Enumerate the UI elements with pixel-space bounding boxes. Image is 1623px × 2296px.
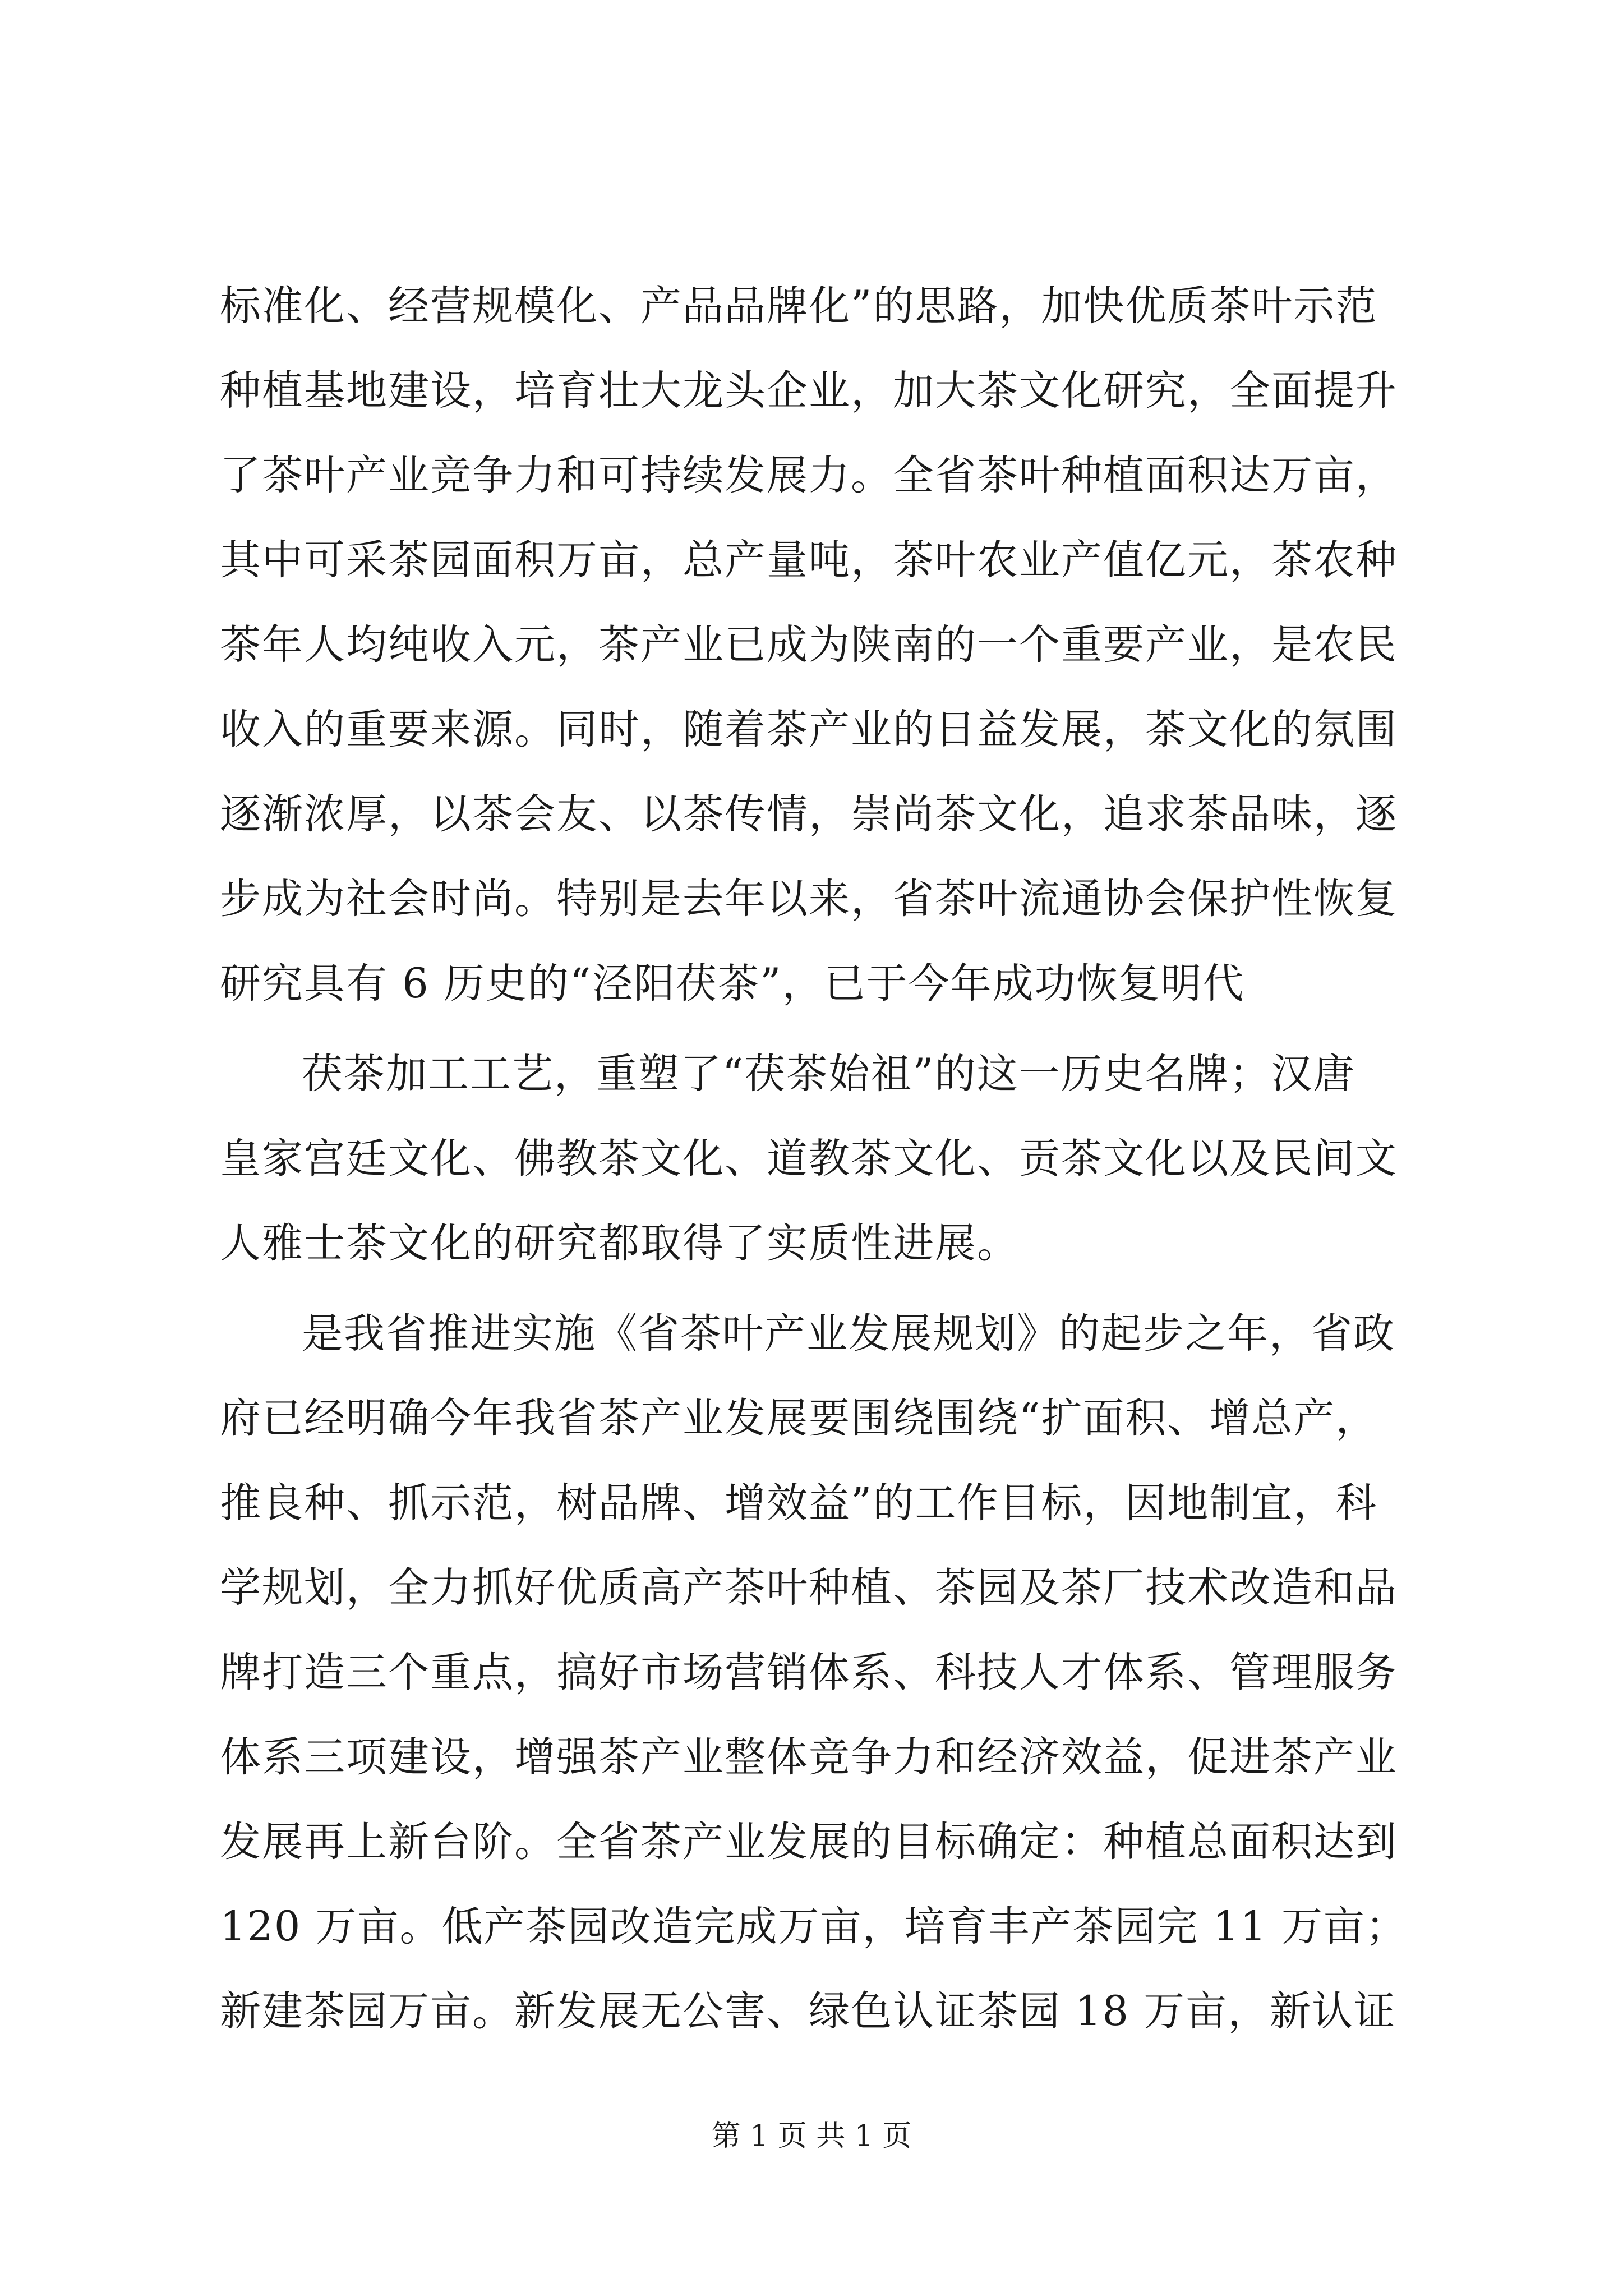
paragraph-3 [220,1291,1431,2054]
text-line: 种植基地建设，培育壮大龙头企业，加大茶文化研究，全面提升 [220,367,1398,415]
text-line: 了茶叶产业竞争力和可持续发展力。全省茶叶种植面积达万亩， [220,452,1398,499]
text-line: 其中可采茶园面积万亩，总产量吨，茶叶农业产值亿元，茶农种 [220,536,1398,584]
text-line: 学规划，全力抓好优质高产茶叶种植、茶园及茶厂技术改造和品 [220,1564,1398,1612]
text-line: 新建茶园万亩。新发展无公害、绿色认证茶园 18 万亩，新认证 [220,1987,1396,2035]
text-line: 120 万亩。低产茶园改造完成万亩，培育丰产茶园完 11 万亩； [220,1903,1408,1950]
paragraph-spacer [220,1026,1431,1032]
paragraph-spacer [220,1286,1431,1291]
text-line: 逐渐浓厚，以茶会友、以茶传情，崇尚茶文化，追求茶品味，逐 [220,790,1398,838]
paragraph-1 [220,264,1431,1026]
text-line: 人雅士茶文化的研究都取得了实质性进展。 [220,1220,1019,1267]
text-line: 皇家宫廷文化、佛教茶文化、道教茶文化、贡茶文化以及民间文 [220,1135,1398,1182]
text-line: 推良种、抓示范，树品牌、增效益”的工作目标，因地制宜，科 [220,1479,1378,1527]
document-body [220,264,1431,2054]
text-line: 是我省推进实施《省茶叶产业发展规划》的起步之年，省政 [302,1310,1395,1358]
text-line: 标准化、经营规模化、产品品牌化”的思路，加快优质茶叶示范 [220,282,1378,330]
text-line: 体系三项建设，增强茶产业整体竞争力和经济效益，促进茶产业 [220,1733,1398,1781]
text-line: 牌打造三个重点，搞好市场营销体系、科技人才体系、管理服务 [220,1649,1398,1696]
page-number-label: 第 1 页 共 1 页 [711,2119,912,2153]
text-line: 收入的重要来源。同时，随着茶产业的日益发展，茶文化的氛围 [220,706,1398,753]
text-line: 府已经明确今年我省茶产业发展要围绕围绕“扩面积、增总产， [220,1395,1378,1442]
text-line: 步成为社会时尚。特别是去年以来，省茶叶流通协会保护性恢复 [220,875,1398,923]
text-line: 发展再上新台阶。全省茶产业发展的目标确定：种植总面积达到 [220,1818,1398,1866]
text-line: 茶年人均纯收入元，茶产业已成为陕南的一个重要产业，是农民 [220,621,1398,669]
page-footer [0,2114,1623,2159]
text-line: 研究具有 6 历史的“泾阳茯茶”，已于今年成功恢复明代 [220,960,1245,1007]
paragraph-2 [220,1032,1431,1286]
text-line: 茯茶加工工艺，重塑了“茯茶始祖”的这一历史名牌；汉唐 [302,1050,1355,1098]
